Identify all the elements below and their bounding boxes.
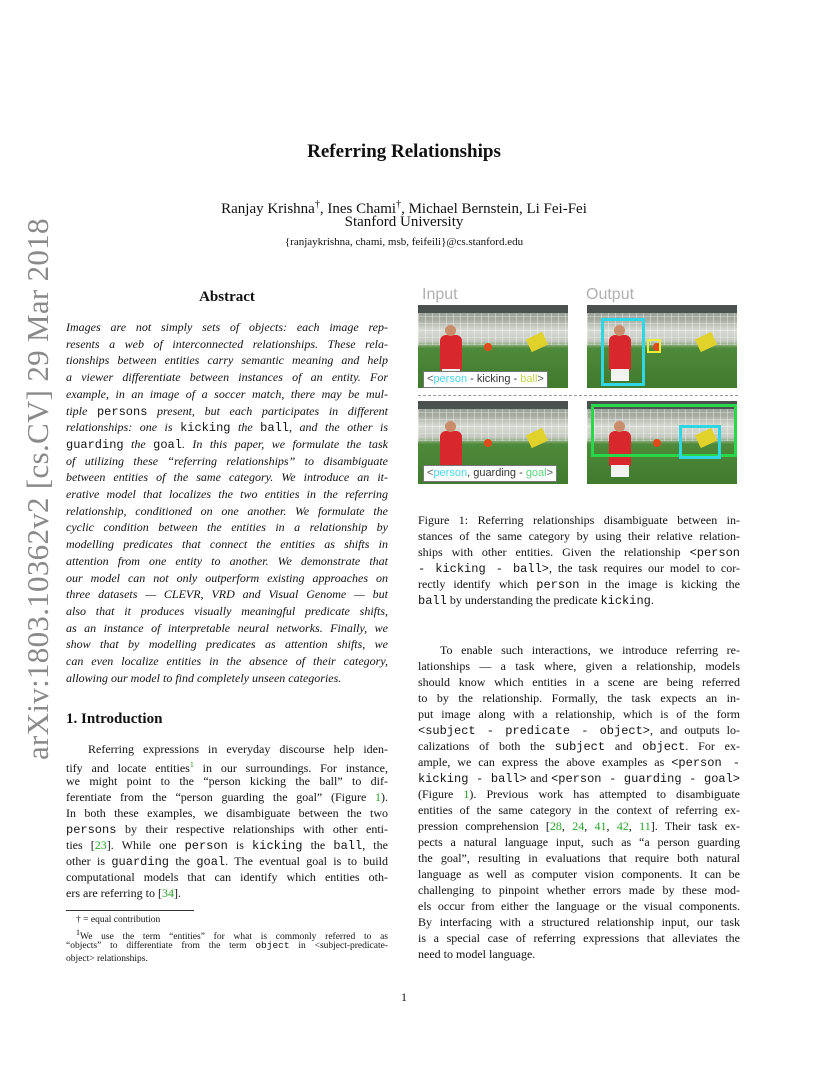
abstract-line: show that by modelling predicates as attention shifts, we: [66, 637, 388, 652]
body-line: need to model language.: [418, 947, 536, 961]
intro-line: persons by their respective relationships with other enti-: [66, 822, 388, 837]
abstract-line: guarding the goal. In this paper, we formulate the task: [66, 436, 389, 452]
figure-ref-1[interactable]: 1: [463, 787, 470, 801]
citation-ref[interactable]: 11: [639, 819, 651, 833]
body-line: entities of the same category in the context of referring ex-: [418, 803, 740, 817]
paper-title: Referring Relationships: [307, 141, 501, 162]
abstract-line: erative model that localizes the two entities in the referring: [66, 487, 388, 501]
footnote-1-cont: “objects” to differentiate from the term object in <subject-predicate-: [66, 940, 388, 951]
footnote-1: $^1$We use the term “entities” for what is commonly referred to as: [76, 928, 388, 943]
output-image-kicking: [587, 305, 737, 388]
abstract-line: modelling predicates that connect the entities as shifts in: [66, 537, 388, 552]
abstract-line: a viewer differentiate between instances of an entity. For: [66, 370, 388, 385]
caption-line: ball by understanding the predicate kicking.: [418, 593, 654, 608]
citation-ref[interactable]: 28: [549, 819, 562, 833]
body-line: To enable such interactions, we introduce referring re-: [440, 643, 740, 657]
abstract-line: relationship, conditioned on one another. We formulate the: [66, 503, 388, 518]
author-affiliation: Stanford University: [344, 214, 464, 230]
intro-line: ers are referring to [34].: [66, 886, 181, 900]
caption-line: ships with other entities. Given the relationship <person: [418, 545, 740, 560]
figure-divider: [418, 395, 738, 396]
body-line: kicking - ball> and <person - guarding - goal>: [418, 771, 740, 786]
section-heading-introduction: 1. Introduction: [66, 711, 163, 727]
keeper-bounding-box: [679, 425, 721, 459]
author-name: Ranjay Krishna: [221, 201, 315, 217]
intro-line: ferentiate from the “person guarding the goal” (Figure 1).: [66, 790, 388, 804]
equal-contribution-mark: †: [396, 199, 402, 210]
intro-line: we might point to the “person kicking the ball” to dif-: [66, 774, 388, 788]
author-name: , Ines Chami: [319, 201, 397, 217]
footnote-1-cont: object> relationships.: [66, 954, 148, 964]
page-number: 1: [401, 990, 407, 1004]
intro-line: tify and locate entities$^1$ in our surroundings. For instance,: [66, 760, 389, 775]
author-emails: {ranjaykrishna, chami, msb, feifeili}@cs.stanford.edu: [284, 236, 524, 248]
abstract-line: example, in an image of a soccer match, there may be mul-: [66, 386, 388, 401]
intro-line: In both these examples, we disambiguate between the two: [66, 806, 388, 820]
footnote-ref-1[interactable]: 1: [189, 760, 194, 769]
citation-ref[interactable]: 34: [161, 886, 174, 900]
caption-line: stances of the same category by using their relative relation-: [418, 529, 740, 543]
footnote-rule: [66, 910, 194, 911]
abstract-line: as an instance of interpretable neural networks. Finally, we: [66, 620, 388, 635]
citation-ref[interactable]: 24: [572, 819, 585, 833]
output-image-guarding: [587, 401, 737, 484]
abstract-line: attention from one entity to another. We demonstrate that: [66, 553, 388, 568]
body-line: challenging to pinpoint whether errors made by these mod-: [418, 883, 740, 897]
body-line: to by the relationship. Formally, the task expects an in-: [418, 691, 740, 705]
abstract-line: Images are not simply sets of objects: each image rep-: [66, 320, 388, 334]
citation-ref[interactable]: 23: [94, 838, 107, 852]
intro-line: other is guarding the goal. The eventual goal is to build: [66, 854, 388, 869]
person-bounding-box: [601, 318, 645, 386]
arxiv-identifier-stamp: arXiv:1803.10362v2 [cs.CV] 29 Mar 2018: [20, 218, 55, 760]
abstract-line: relationships: one is kicking the ball, and the other is: [66, 420, 388, 436]
body-line: (Figure 1). Previous work has attempted to disambiguate: [418, 787, 740, 801]
intro-line: computational models that can identify which entities oth-: [66, 870, 388, 884]
citation-ref[interactable]: 41: [594, 819, 607, 833]
body-line: the goal”, resulting in evaluations that require both natural: [418, 851, 740, 865]
abstract-line: three datasets — CLEVR, VRD and Visual Genome — but: [66, 587, 388, 602]
body-line: should know which entities in a scene are being referred: [418, 675, 740, 689]
abstract-line: can even localize entities in the absence of their category,: [66, 654, 388, 668]
abstract-line: tionships between entities carry semantic meaning and help: [66, 353, 388, 368]
intro-line: ties [23]. While one person is kicking the ball, the: [66, 838, 388, 853]
author-name: , Michael Bernstein, Li Fei-Fei: [401, 201, 587, 217]
abstract-line: cyclic condition between the entities in a relationship by: [66, 520, 388, 535]
body-line: <subject - predicate - object>, and outputs lo-: [418, 723, 740, 738]
ball-bounding-box: [647, 339, 661, 353]
body-line: ample, we can express the above examples as <person -: [418, 755, 741, 770]
abstract-line: between entities of the same category. We introduce an it-: [66, 470, 388, 485]
caption-line: Figure 1: Referring relationships disambiguate between in-: [418, 513, 740, 527]
body-line: els occur from either the language or the visual components.: [418, 899, 740, 913]
caption-line: rectly identify which person in the image is kicking the: [418, 577, 740, 592]
body-line: pression comprehension [28, 24, 41, 42, 11]. Their task ex-: [418, 819, 741, 833]
body-line: calizations of both the subject and object. For ex-: [418, 739, 740, 754]
body-line: put image along with a relationship, which is of the form: [418, 707, 740, 721]
abstract-line: allowing our model to find completely unseen categories.: [66, 670, 342, 685]
body-line: By interfacing with a structured relationship input, our task: [418, 915, 740, 929]
abstract-line: our model can not only outperform existing approaches on: [66, 570, 388, 585]
figure-ref-1[interactable]: 1: [375, 790, 381, 804]
caption-line: - kicking - ball>, the task requires our model to cor-: [418, 561, 740, 576]
body-line: pects a natural language input, such as “a person guarding: [418, 835, 740, 849]
relationship-tag-kicking: <person - kicking - ball>: [423, 371, 548, 388]
abstract-line: also that it produces visually meaningful predicate shifts,: [66, 603, 388, 618]
figure-input-label: Input: [422, 286, 458, 303]
abstract-heading: Abstract: [199, 289, 255, 305]
citation-ref[interactable]: 42: [616, 819, 629, 833]
abstract-line: of utilizing these “referring relationships” to disambiguate: [66, 453, 388, 468]
intro-line: Referring expressions in everyday discourse help iden-: [88, 742, 388, 756]
abstract-line: tiple persons present, but each participates in different: [66, 403, 389, 419]
body-line: lationships — a task where, given a relationship, models: [418, 659, 740, 673]
footnote-equal-contribution: † = equal contribution: [76, 915, 161, 925]
relationship-tag-guarding: <person, guarding - goal>: [423, 465, 557, 482]
equal-contribution-mark: †: [314, 199, 320, 210]
figure-output-label: Output: [586, 286, 635, 303]
abstract-line: resents a web of interconnected relationships. These rela-: [66, 336, 388, 351]
body-line: language as well as computer vision components. It can be: [418, 867, 740, 881]
body-line: is a special case of referring expressions that alleviates the: [418, 931, 740, 945]
